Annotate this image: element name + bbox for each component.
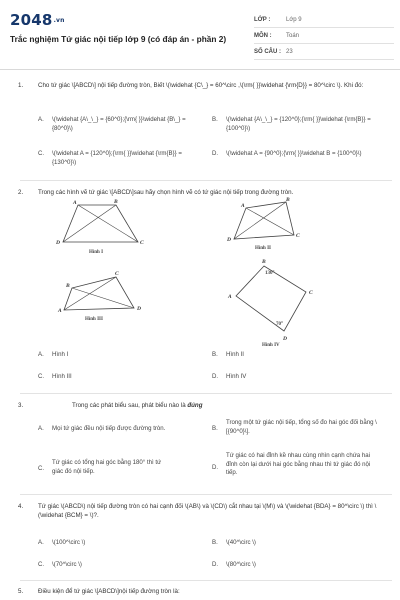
option-text: \(\widehat {A\_\_} = {120^0};{\rm{ }}\widehat {\rm{B}} = {100^0}\) (226, 116, 371, 132)
question-number: 5. (18, 588, 24, 595)
svg-text:B: B (262, 259, 266, 265)
meta-value: 23 (286, 48, 293, 55)
angle-label: 130° (265, 271, 275, 276)
option-text: Tứ giác có tổng hai góc bằng 180° thì tứ giác đó nội tiếp. (52, 459, 162, 475)
stem-emphasis: đúng (187, 402, 203, 409)
page-header (0, 0, 400, 70)
svg-text:D: D (283, 336, 287, 342)
divider (20, 580, 392, 581)
meta-value: Lớp 9 (286, 16, 302, 23)
question-stem: Trong các hình vẽ tứ giác \[ABCD\]sau hãy chọn hình vẽ có tứ giác nội tiếp trong đường tròn. (38, 189, 294, 196)
question-3 (10, 401, 392, 413)
meta-key: MÔN : (254, 32, 272, 39)
stem-text: Trong các phát biểu sau, phát biểu nào là (72, 402, 188, 409)
option-text: \(40^\circ \) (226, 539, 256, 546)
option-text: Trong một tứ giác nội tiếp, tổng số đo hai góc đối bằng \[{90^0}\]. (226, 419, 377, 435)
divider (20, 180, 392, 181)
question-4 (10, 502, 392, 524)
option-text: \(\widehat A = {120^0};{\rm{ }}\widehat {\rm{B}} = {130^0}\) (52, 150, 182, 166)
option-label: D. (212, 150, 219, 157)
meta-row-class (254, 12, 394, 28)
question-5 (10, 587, 392, 598)
option-label: C. (38, 150, 45, 157)
figure-label: Hình IV (262, 343, 280, 348)
option-label: B. (212, 539, 218, 546)
option-label: A. (38, 116, 44, 123)
svg-text:C: C (296, 233, 300, 239)
option-label: C. (38, 465, 45, 472)
option-text: Hình IV (226, 373, 247, 380)
option-label: A. (38, 351, 44, 358)
option-text: \(\widehat {A\_\_} = {60^0};{\rm{ }}\widehat {B\_} = {80^0}\) (52, 116, 186, 132)
option-label: B. (212, 425, 218, 432)
option-label: D. (212, 464, 219, 471)
option-label: D. (212, 373, 219, 380)
question-stem (72, 401, 388, 410)
option-text: Mọi tứ giác đều nội tiếp được đường tròn. (52, 425, 166, 432)
meta-key: LỚP : (254, 16, 271, 23)
svg-text:D: D (227, 237, 231, 243)
meta-key: SỐ CÂU : (254, 48, 281, 55)
svg-text:A: A (73, 200, 77, 206)
angle-label: 70° (276, 322, 283, 327)
option-text: \(70^\circ \) (52, 561, 82, 568)
divider (20, 494, 392, 495)
svg-text:C: C (309, 290, 313, 296)
figure-1 (55, 199, 144, 255)
q2-figures (0, 195, 400, 348)
divider (20, 393, 392, 394)
svg-text:C: C (115, 271, 119, 277)
logo-text: 2048 (10, 11, 53, 29)
option-label: A. (38, 539, 44, 546)
meta-value: Toán (286, 32, 300, 39)
svg-text:B: B (66, 283, 70, 289)
svg-text:A: A (228, 294, 232, 300)
page-title: Trắc nghiệm Tứ giác nội tiếp lớp 9 (có đáp án - phần 2) (10, 34, 227, 44)
meta-row-count (254, 44, 394, 60)
option-label: A. (38, 425, 44, 432)
svg-text:C: C (140, 240, 144, 246)
question-stem: Cho tứ giác \[ABCD\] nội tiếp đường tròn, Biết \(\widehat {C\_} = 60^\circ ,\(\rm{ }}\widehat {\rm{D}} = 80^\circ \). Khi đó: (38, 82, 364, 89)
question-number: 2. (18, 189, 24, 196)
figure-label: Hình III (85, 317, 103, 322)
figure-3 (57, 271, 141, 322)
svg-text:A: A (58, 308, 62, 314)
svg-text:A: A (241, 203, 245, 209)
meta-row-subject (254, 28, 394, 44)
option-text: Hình I (52, 351, 69, 358)
question-number: 4. (18, 503, 24, 510)
question-number: 1. (18, 82, 24, 89)
logo-suffix: .vn (53, 17, 65, 24)
question-stem: Điều kiện để tứ giác \[ABCD\]nội tiếp đường tròn là: (38, 588, 180, 595)
option-label: C. (38, 373, 45, 380)
question-number: 3. (18, 402, 24, 409)
figure-2 (226, 197, 300, 251)
svg-text:D: D (56, 240, 60, 246)
option-text: \(100^\circ \) (52, 539, 86, 546)
option-text: Hình II (226, 351, 244, 358)
option-label: C. (38, 561, 45, 568)
figure-label: Hình I (89, 250, 104, 255)
meta-table (254, 12, 394, 60)
option-text: \(\widehat A = {90^0};{\rm{ }}\widehat B = {100^0}\) (226, 150, 362, 157)
option-text: Tứ giác có hai đỉnh kề nhau cùng nhìn cạnh chứa hai đỉnh còn lại dưới hai góc bằng nhau thì tứ giác đó nội tiếp. (226, 452, 371, 477)
option-text: \(80^\circ \) (226, 561, 256, 568)
figure-label: Hình II (255, 246, 271, 251)
option-label: B. (212, 351, 218, 358)
svg-text:B: B (286, 197, 290, 203)
figure-4 (227, 259, 313, 348)
svg-text:B: B (114, 199, 118, 205)
option-label: B. (212, 116, 218, 123)
question-stem: Tứ giác \(ABCD\) nội tiếp đường tròn có hai cạnh đối \(AB\) và \(CD\) cắt nhau tại \(M\) và \(\widehat {BDA} = 80^\circ \) thì \(\widehat {BCM} = \)?. (38, 503, 377, 519)
option-text: Hình III (52, 373, 72, 380)
site-logo[interactable] (10, 11, 65, 29)
option-label: D. (212, 561, 219, 568)
svg-text:D: D (137, 306, 141, 312)
